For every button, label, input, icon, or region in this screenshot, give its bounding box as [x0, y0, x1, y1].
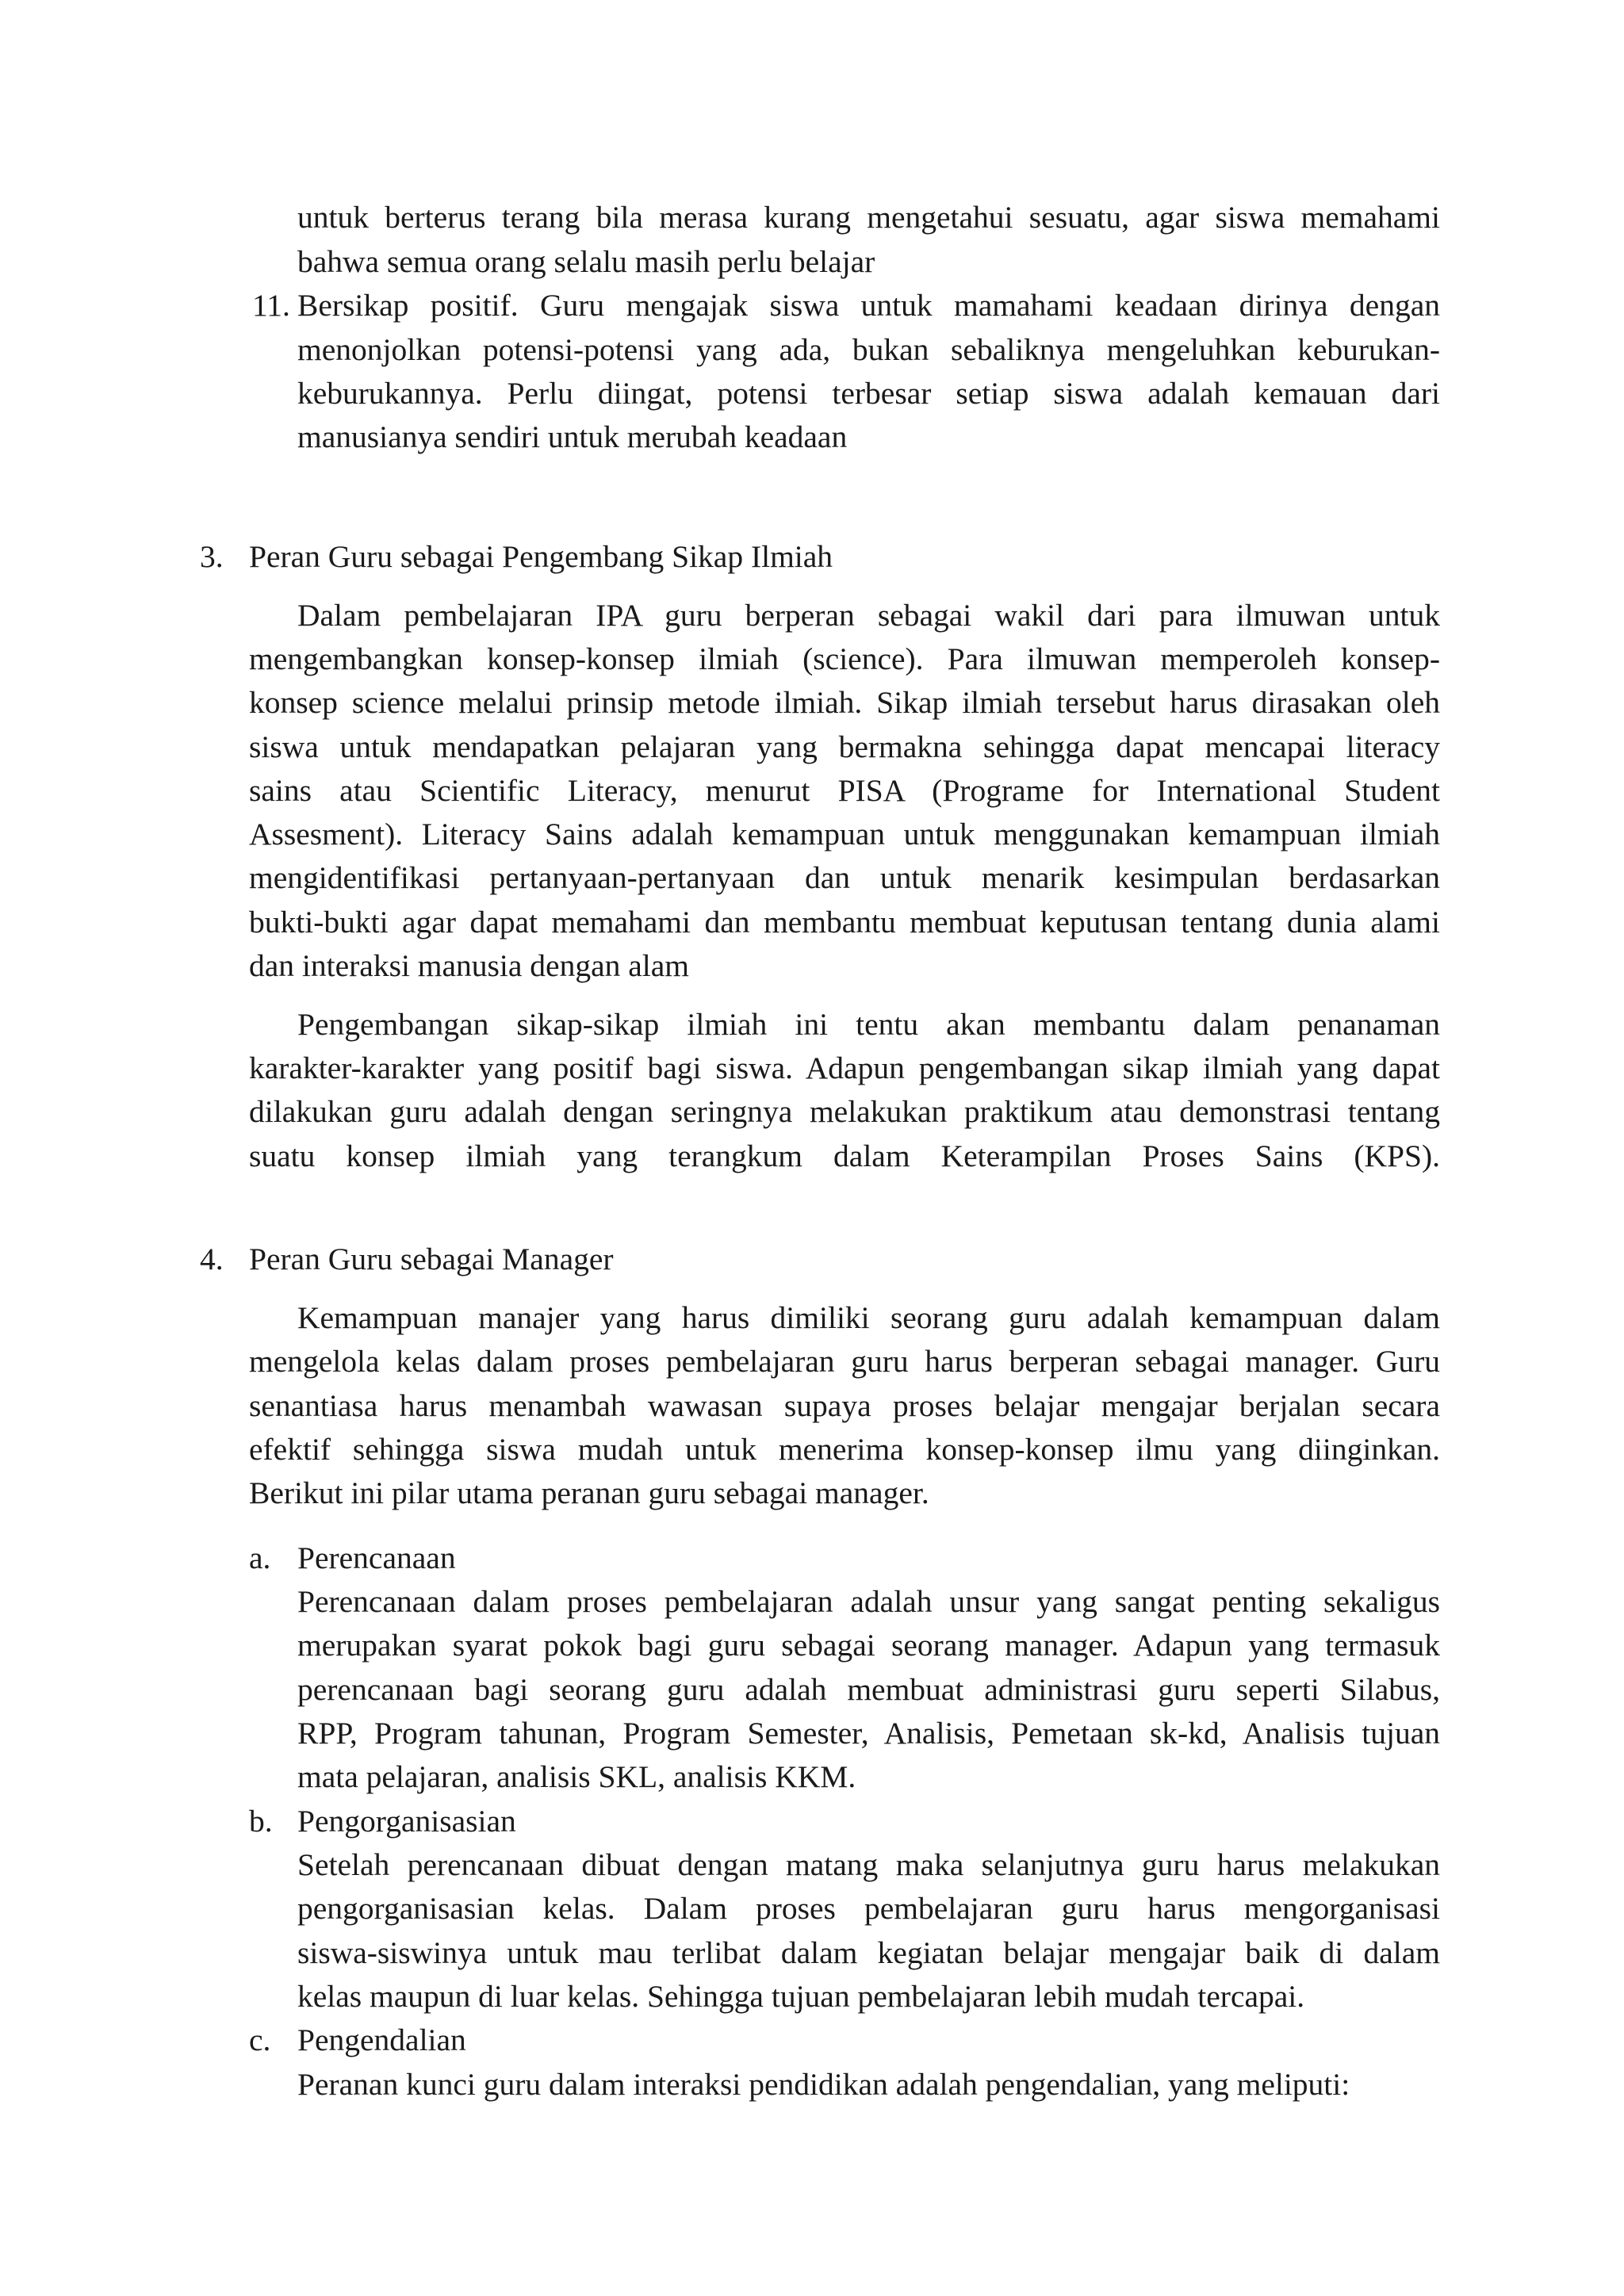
text-line: Dalam pembelajaran IPA guru berperan sebagai wakil dari para ilmuwan untuk [297, 598, 1440, 633]
text-line: siswa-siswinya untuk mau terlibat dalam kegiatan belajar mengajar baik di dalam [297, 1935, 1440, 1970]
text-line: menonjolkan potensi-potensi yang ada, bukan sebaliknya mengeluhkan keburukan- [297, 332, 1440, 367]
text-line: efektif sehingga siswa mudah untuk menerima konsep-konsep ilmu yang diinginkan. [249, 1432, 1440, 1467]
section-number: 4. [200, 1242, 224, 1276]
section-heading: Peran Guru sebagai Pengembang Sikap Ilmiah [249, 539, 833, 574]
subsection-label: a. [249, 1540, 271, 1575]
text-line: dan interaksi manusia dengan alam [249, 948, 690, 983]
text-line: Setelah perencanaan dibuat dengan matang maka selanjutnya guru harus melakukan [297, 1847, 1440, 1882]
subsection-title: Pengorganisasian [297, 1804, 516, 1839]
text-line: Perencanaan dalam proses pembelajaran adalah unsur yang sangat penting sekaligus [297, 1584, 1440, 1619]
text-line: dilakukan guru adalah dengan seringnya melakukan praktikum atau demonstrasi tentang [249, 1094, 1440, 1129]
text-line: konsep science melalui prinsip metode ilmiah. Sikap ilmiah tersebut harus dirasakan oleh [249, 685, 1440, 720]
text-line: untuk berterus terang bila merasa kurang mengetahui sesuatu, agar siswa memahami [297, 200, 1440, 235]
text-line: keburukannya. Perlu diingat, potensi terbesar setiap siswa adalah kemauan dari [297, 376, 1440, 411]
text-line: merupakan syarat pokok bagi guru sebagai seorang manager. Adapun yang termasuk [297, 1628, 1440, 1663]
text-line: manusianya sendiri untuk merubah keadaan [297, 419, 848, 454]
text-line: perencanaan bagi seorang guru adalah membuat administrasi guru seperti Silabus, [297, 1672, 1440, 1707]
text-line: sains atau Scientific Literacy, menurut PISA (Programe for International Student [249, 773, 1440, 808]
text-line: siswa untuk mendapatkan pelajaran yang bermakna sehingga dapat mencapai literacy [249, 729, 1440, 764]
text-line: Berikut ini pilar utama peranan guru sebagai manager. [249, 1475, 929, 1510]
text-line: mengelola kelas dalam proses pembelajaran guru harus berperan sebagai manager. Guru [249, 1344, 1440, 1379]
text-line: mata pelajaran, analisis SKL, analisis KKM. [297, 1759, 856, 1794]
section-heading: Peran Guru sebagai Manager [249, 1242, 614, 1276]
text-line: Assesment). Literacy Sains adalah kemampuan untuk menggunakan kemampuan ilmiah [249, 817, 1440, 851]
list-number: 11. [252, 288, 290, 323]
text-line: bukti-bukti agar dapat memahami dan membantu membuat keputusan tentang dunia alami [249, 905, 1440, 939]
text-line: pengorganisasian kelas. Dalam proses pembelajaran guru harus mengorganisasi [297, 1891, 1440, 1926]
text-line: karakter-karakter yang positif bagi siswa. Adapun pengembangan sikap ilmiah yang dapat [249, 1050, 1440, 1085]
text-line: Kemampuan manajer yang harus dimiliki seorang guru adalah kemampuan dalam [297, 1300, 1440, 1335]
text-line: Pengembangan sikap-sikap ilmiah ini tentu akan membantu dalam penanaman [297, 1007, 1440, 1042]
section-number: 3. [200, 539, 224, 574]
text-line: mengembangkan konsep-konsep ilmiah (science). Para ilmuwan memperoleh konsep- [249, 641, 1440, 676]
text-line: kelas maupun di luar kelas. Sehingga tujuan pembelajaran lebih mudah tercapai. [297, 1979, 1305, 2014]
text-line: RPP, Program tahunan, Program Semester, Analisis, Pemetaan sk-kd, Analisis tujuan [297, 1716, 1440, 1751]
subsection-title: Perencanaan [297, 1540, 456, 1575]
text-line: bahwa semua orang selalu masih perlu belajar [297, 244, 875, 279]
subsection-label: c. [249, 2022, 271, 2057]
text-line: mengidentifikasi pertanyaan-pertanyaan dan untuk menarik kesimpulan berdasarkan [249, 860, 1440, 895]
text-line: senantiasa harus menambah wawasan supaya proses belajar mengajar berjalan secara [249, 1388, 1440, 1423]
text-line: suatu konsep ilmiah yang terangkum dalam Keterampilan Proses Sains (KPS). [249, 1138, 1440, 1173]
subsection-title: Pengendalian [297, 2022, 466, 2057]
text-line: Peranan kunci guru dalam interaksi pendidikan adalah pengendalian, yang meliputi: [297, 2067, 1350, 2102]
subsection-label: b. [249, 1804, 273, 1839]
text-line: Bersikap positif. Guru mengajak siswa untuk mamahami keadaan dirinya dengan [297, 288, 1440, 323]
